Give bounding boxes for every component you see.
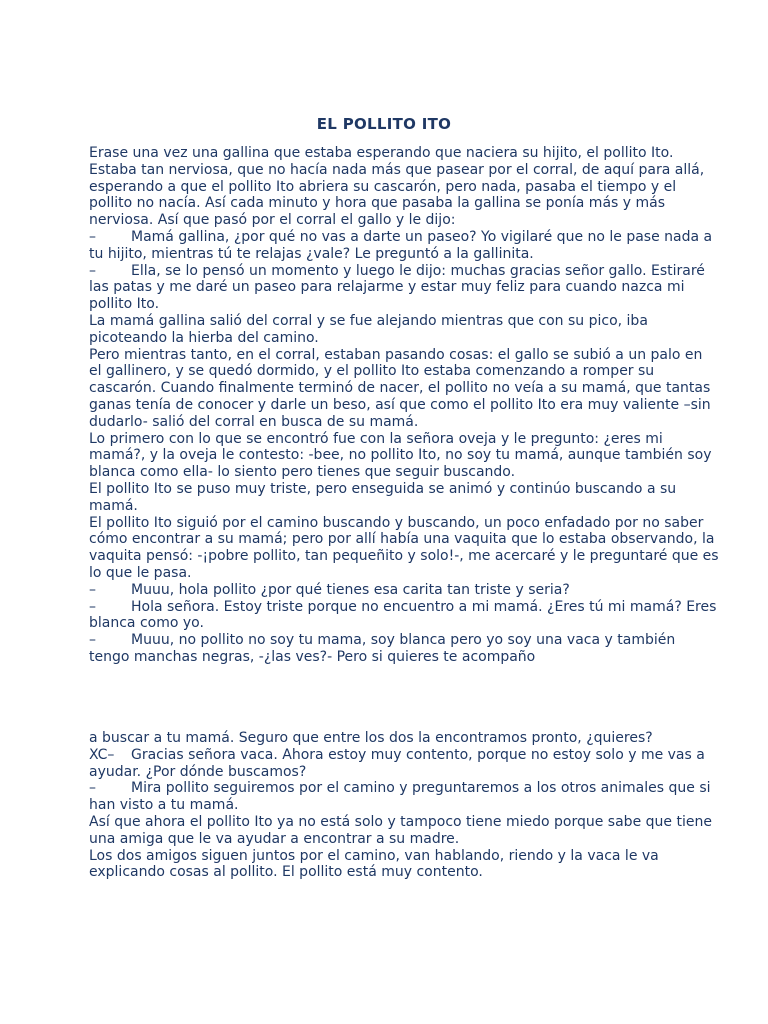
dialogue-text: Hola señora. Estoy triste porque no encuentro a mi mamá. ¿Eres tú mi mamá? Eres blanca como yo. bbox=[89, 598, 717, 632]
dialogue-line bbox=[89, 780, 719, 814]
paragraph: El pollito Ito siguió por el camino buscando y buscando, un poco enfadado por no saber cómo encontrar a su mamá; pero por allí había una vaquita que lo estaba observando, la vaquita pensó: -¡pobre pollito, tan pequeñito y solo!-, me acercaré y le preguntaré que es lo que le pasa. bbox=[89, 514, 719, 581]
dialogue-line bbox=[89, 263, 719, 313]
text-block-2 bbox=[89, 730, 719, 881]
dialogue-line bbox=[89, 582, 719, 599]
dialogue-dash: – bbox=[89, 581, 96, 598]
dialogue-line bbox=[89, 747, 719, 781]
paragraph: La mamá gallina salió del corral y se fue alejando mientras que con su pico, iba picoteando la hierba del camino. bbox=[89, 312, 648, 346]
paragraph: Erase una vez una gallina que estaba esperando que naciera su hijito, el pollito Ito. Estaba tan nerviosa, que no hacía nada más que pasear por el corral, de aquí para allá, esperando a que el pollito Ito abriera su cascarón, pero nada, pasaba el tiempo y el pollito no nacía. Así cada minuto y hora que pasaba la gallina se ponía más y más nerviosa. Así que pasó por el corral el gallo y le dijo: bbox=[89, 145, 705, 229]
dialogue-text: Muuu, no pollito no soy tu mama, soy blanca pero yo soy una vaca y también tengo manchas negras, -¿las ves?- Pero si quieres te acompaño bbox=[89, 632, 676, 665]
dialogue-dash: – bbox=[89, 632, 96, 649]
paragraph: Así que ahora el pollito Ito ya no está solo y tampoco tiene miedo porque sabe que tiene una amiga que le va ayudar a encontrar a su madre. bbox=[89, 813, 712, 847]
dialogue-text: Mamá gallina, ¿por qué no vas a darte un paseo? Yo vigilaré que no le pase nada a tu hijito, mientras tú te relajas ¿vale? Le preguntó a la gallinita. bbox=[89, 228, 713, 262]
paragraph: El pollito Ito se puso muy triste, pero enseguida se animó y continúo buscando a su mamá. bbox=[89, 480, 677, 514]
dialogue-dash: – bbox=[89, 228, 96, 245]
dialogue-dash: – bbox=[89, 598, 96, 615]
paragraph: Lo primero con lo que se encontró fue con la señora oveja y le pregunto: ¿eres mi mamá?, y la oveja le contesto: -bee, no pollito Ito, no soy tu mamá, aunque también soy blanca como ella- lo siento pero tienes que seguir buscando. bbox=[89, 430, 712, 481]
paragraph: Los dos amigos siguen juntos por el camino, van hablando, riendo y la vaca le va explicando cosas al pollito. El pollito está muy contento. bbox=[89, 847, 659, 881]
dialogue-text: Ella, se lo pensó un momento y luego le dijo: muchas gracias señor gallo. Estiraré las patas y me daré un paseo para relajarme y estar muy feliz para cuando nazca mi pollito Ito. bbox=[89, 262, 705, 313]
dialogue-text: Gracias señora vaca. Ahora estoy muy contento, porque no estoy solo y me vas a ayudar. ¿Por dónde buscamos? bbox=[89, 746, 705, 780]
document-title: EL POLLITO ITO bbox=[316, 115, 452, 133]
dialogue-dash: – bbox=[89, 780, 96, 797]
paragraph: a buscar a tu mamá. Seguro que entre los dos la encontramos pronto, ¿quieres? bbox=[89, 730, 653, 746]
dialogue-line bbox=[89, 599, 719, 633]
dialogue-text: Mira pollito seguiremos por el camino y preguntaremos a los otros animales que si han visto a tu mamá. bbox=[89, 780, 711, 814]
dialogue-text: Muuu, hola pollito ¿por qué tienes esa carita tan triste y seria? bbox=[131, 581, 570, 598]
dialogue-dash: – bbox=[89, 262, 96, 279]
text-block-1 bbox=[89, 145, 719, 666]
dialogue-dash: XC– bbox=[89, 746, 115, 763]
dialogue-line bbox=[89, 229, 719, 263]
dialogue-line bbox=[89, 632, 719, 666]
paragraph: Pero mientras tanto, en el corral, estaban pasando cosas: el gallo se subió a un palo en el gallinero, y se quedó dormido, y el pollito Ito estaba comenzando a romper su cascarón. Cuando finalmente terminó de nacer, el pollito no veía a su mamá, que tantas ganas tenía de conocer y darle un beso, así que como el pollito Ito era muy valiente –sin dudarlo- salió del corral en busca de su mamá. bbox=[89, 346, 711, 430]
